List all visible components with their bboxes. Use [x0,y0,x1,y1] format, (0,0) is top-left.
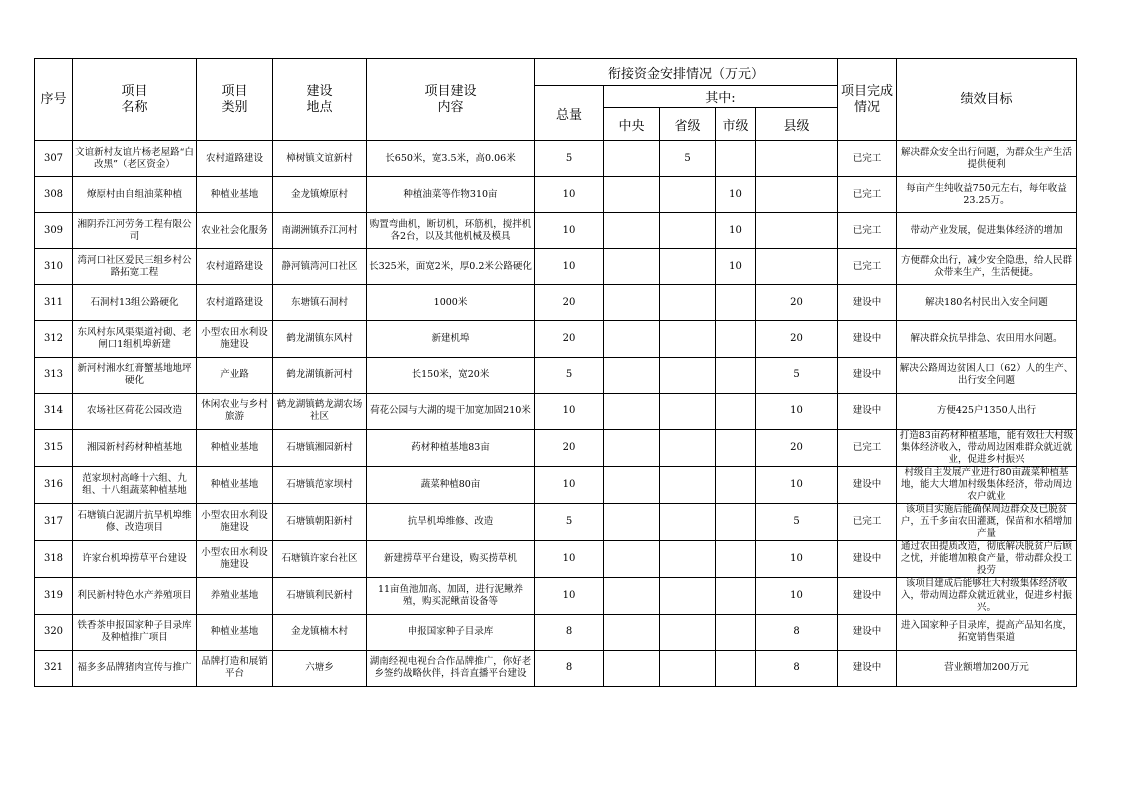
cell-province [660,357,716,393]
cell-status: 已完工 [838,249,897,285]
cell-name: 石洞村13组公路硬化 [73,285,197,321]
cell-city [716,321,756,357]
cell-county: 10 [756,540,838,577]
cell-name: 新河村湘水红膏蟹基地地坪硬化 [73,357,197,393]
table-row [35,321,1077,357]
cell-city [716,503,756,540]
table-row [35,141,1077,177]
cell-content: 新建机埠 [367,321,535,357]
table-row [35,249,1077,285]
cell-province [660,650,716,686]
cell-county [756,249,838,285]
cell-county: 20 [756,429,838,466]
cell-total: 10 [535,213,604,249]
cell-content: 1000米 [367,285,535,321]
cell-county: 8 [756,650,838,686]
cell-status: 建设中 [838,540,897,577]
cell-loc: 东塘镇石洞村 [273,285,367,321]
cell-total: 8 [535,614,604,650]
table-row [35,540,1077,577]
table-row [35,466,1077,503]
cell-goal: 解决180名村民出入安全问题 [897,285,1077,321]
cell-loc: 石塘镇利民新村 [273,577,367,614]
cell-type: 小型农田水利设施建设 [197,321,273,357]
cell-loc: 金龙镇楠木村 [273,614,367,650]
cell-loc: 石塘镇范家坝村 [273,466,367,503]
cell-city [716,614,756,650]
table-row [35,357,1077,393]
cell-type: 农业社会化服务 [197,213,273,249]
cell-type: 种植业基地 [197,429,273,466]
cell-central [604,540,660,577]
cell-total: 8 [535,650,604,686]
cell-loc: 南湖洲镇乔江河村 [273,213,367,249]
cell-central [604,466,660,503]
cell-loc: 静河镇湾河口社区 [273,249,367,285]
cell-total: 20 [535,285,604,321]
cell-city [716,429,756,466]
cell-total: 10 [535,466,604,503]
cell-type: 农村道路建设 [197,141,273,177]
cell-total: 10 [535,393,604,429]
header-county: 县级 [756,108,838,141]
cell-seq: 310 [35,249,73,285]
table-row [35,503,1077,540]
cell-content: 申报国家种子目录库 [367,614,535,650]
cell-loc: 樟树镇文谊新村 [273,141,367,177]
cell-seq: 321 [35,650,73,686]
cell-name: 文谊新村友谊片杨老屋路“白改黑”（老区资金） [73,141,197,177]
cell-goal: 解决公路周边贫困人口（62）人的生产、出行安全问题 [897,357,1077,393]
cell-goal: 打造83亩药材种植基地，能有效壮大村级集体经济收入，带动周边困难群众就近就业，促进乡村振兴 [897,429,1077,466]
table-row [35,429,1077,466]
cell-type: 种植业基地 [197,466,273,503]
cell-county: 5 [756,503,838,540]
cell-name: 福多多品牌猪肉宣传与推广 [73,650,197,686]
cell-city [716,357,756,393]
cell-total: 10 [535,177,604,213]
header-goal: 绩效目标 [897,59,1077,141]
cell-status: 已完工 [838,503,897,540]
cell-county: 5 [756,357,838,393]
cell-content: 新建捞草平台建设，购买捞草机 [367,540,535,577]
cell-content: 购置弯曲机，断切机，环筋机，搅拌机各2台，以及其他机械及模具 [367,213,535,249]
cell-seq: 307 [35,141,73,177]
cell-seq: 320 [35,614,73,650]
header-city: 市级 [716,108,756,141]
cell-content: 湖南经视电视台合作品牌推广，你好老乡签约战略伙伴，抖音直播平台建设 [367,650,535,686]
cell-name: 农场社区荷花公园改造 [73,393,197,429]
cell-central [604,357,660,393]
cell-central [604,141,660,177]
cell-seq: 315 [35,429,73,466]
header-status: 项目完成 情况 [838,59,897,141]
cell-total: 5 [535,141,604,177]
table-row [35,177,1077,213]
cell-total: 10 [535,540,604,577]
cell-province [660,577,716,614]
cell-city [716,650,756,686]
cell-name: 东风村东风渠渠道衬砌、老闸口1组机埠新建 [73,321,197,357]
table-row [35,614,1077,650]
cell-goal: 村级自主发展产业进行80亩蔬菜种植基地，能大大增加村级集体经济，带动周边农户就业 [897,466,1077,503]
cell-county: 20 [756,285,838,321]
cell-type: 农村道路建设 [197,249,273,285]
cell-province [660,540,716,577]
cell-central [604,650,660,686]
cell-county: 20 [756,321,838,357]
cell-province [660,503,716,540]
cell-type: 产业路 [197,357,273,393]
cell-status: 建设中 [838,650,897,686]
cell-total: 5 [535,503,604,540]
cell-type: 小型农田水利设施建设 [197,503,273,540]
table-row [35,213,1077,249]
cell-county: 10 [756,577,838,614]
cell-status: 已完工 [838,429,897,466]
header-province: 省级 [660,108,716,141]
cell-content: 种植油菜等作物310亩 [367,177,535,213]
cell-loc: 鹤龙湖镇新河村 [273,357,367,393]
cell-seq: 309 [35,213,73,249]
cell-content: 长650米，宽3.5米，高0.06米 [367,141,535,177]
cell-goal: 解决群众抗旱排急、农田用水问题。 [897,321,1077,357]
cell-county [756,141,838,177]
cell-total: 5 [535,357,604,393]
cell-goal: 解决群众安全出行问题，为群众生产生活提供便利 [897,141,1077,177]
cell-status: 建设中 [838,393,897,429]
cell-goal: 该项目建成后能够壮大村级集体经济收入，带动周边群众就近就业，促进乡村振兴。 [897,577,1077,614]
cell-loc: 六塘乡 [273,650,367,686]
cell-goal: 带动产业发展，促进集体经济的增加 [897,213,1077,249]
table-row [35,577,1077,614]
cell-province [660,213,716,249]
cell-seq: 319 [35,577,73,614]
cell-city [716,393,756,429]
cell-status: 已完工 [838,177,897,213]
cell-county: 10 [756,466,838,503]
cell-goal: 进入国家种子目录库，提高产品知名度，拓宽销售渠道 [897,614,1077,650]
table-row [35,650,1077,686]
cell-goal: 营业额增加200万元 [897,650,1077,686]
cell-goal: 每亩产生纯收益750元左右，每年收益23.25万。 [897,177,1077,213]
cell-content: 长150米，宽20米 [367,357,535,393]
cell-central [604,393,660,429]
cell-central [604,285,660,321]
cell-loc: 石塘镇朝阳新村 [273,503,367,540]
cell-goal: 方便群众出行，减少安全隐患，给人民群众带来生产，生活便捷。 [897,249,1077,285]
cell-loc: 石塘镇许家台社区 [273,540,367,577]
cell-content: 荷花公园与大湖的堤干加宽加固210米 [367,393,535,429]
cell-name: 范家坝村高峰十六组、九组、十八组蔬菜种植基地 [73,466,197,503]
cell-province [660,285,716,321]
cell-seq: 314 [35,393,73,429]
cell-province [660,177,716,213]
cell-city [716,577,756,614]
cell-province [660,249,716,285]
cell-seq: 312 [35,321,73,357]
cell-province: 5 [660,141,716,177]
cell-county: 8 [756,614,838,650]
header-name: 项目 名称 [73,59,197,141]
cell-city: 10 [716,177,756,213]
header-location: 建设 地点 [273,59,367,141]
cell-name: 利民新村特色水产养殖项目 [73,577,197,614]
cell-name: 燎原村由自组油菜种植 [73,177,197,213]
cell-name: 许家台机埠捞草平台建设 [73,540,197,577]
cell-type: 小型农田水利设施建设 [197,540,273,577]
cell-city [716,540,756,577]
cell-central [604,429,660,466]
cell-total: 10 [535,577,604,614]
cell-name: 铁香茶申报国家种子目录库及种植推广项目 [73,614,197,650]
cell-seq: 311 [35,285,73,321]
cell-type: 种植业基地 [197,614,273,650]
cell-total: 20 [535,429,604,466]
project-table [34,58,1077,687]
cell-central [604,577,660,614]
cell-central [604,213,660,249]
cell-type: 休闲农业与乡村旅游 [197,393,273,429]
cell-seq: 313 [35,357,73,393]
cell-status: 建设中 [838,577,897,614]
cell-county [756,177,838,213]
cell-status: 已完工 [838,213,897,249]
cell-status: 已完工 [838,141,897,177]
header-content: 项目建设 内容 [367,59,535,141]
cell-city [716,466,756,503]
cell-type: 农村道路建设 [197,285,273,321]
cell-seq: 308 [35,177,73,213]
cell-central [604,503,660,540]
cell-seq: 317 [35,503,73,540]
cell-central [604,249,660,285]
cell-loc: 金龙镇燎原村 [273,177,367,213]
cell-seq: 318 [35,540,73,577]
cell-status: 建设中 [838,466,897,503]
cell-status: 建设中 [838,285,897,321]
header-seq: 序号 [35,59,73,141]
cell-county [756,213,838,249]
cell-goal: 通过农田提质改造，彻底解决脱贫户后顾之忧，并能增加粮食产量，带动群众投工投劳 [897,540,1077,577]
cell-total: 20 [535,321,604,357]
cell-name: 湾河口社区爱民三组乡村公路拓宽工程 [73,249,197,285]
cell-status: 建设中 [838,357,897,393]
cell-province [660,429,716,466]
header-funds: 衔接资金安排情况（万元） [535,59,838,86]
cell-content: 长325米，面宽2米，厚0.2米公路硬化 [367,249,535,285]
cell-loc: 鹤龙湖镇鹤龙湖农场社区 [273,393,367,429]
cell-city: 10 [716,213,756,249]
cell-goal: 该项目实施后能确保周边群众及已脱贫户，五千多亩农田灌溉，保苗和水稻增加产量 [897,503,1077,540]
header-total: 总量 [535,86,604,141]
cell-seq: 316 [35,466,73,503]
header-central: 中央 [604,108,660,141]
cell-city: 10 [716,249,756,285]
cell-central [604,321,660,357]
cell-province [660,614,716,650]
cell-name: 石塘镇白泥湖片抗旱机埠维修、改造项目 [73,503,197,540]
cell-type: 养殖业基地 [197,577,273,614]
cell-loc: 鹤龙湖镇东风村 [273,321,367,357]
table-row [35,393,1077,429]
cell-status: 建设中 [838,614,897,650]
header-among: 其中: [604,86,838,108]
cell-type: 品牌打造和展销平台 [197,650,273,686]
cell-content: 抗旱机埠维修、改造 [367,503,535,540]
cell-province [660,393,716,429]
cell-city [716,141,756,177]
cell-city [716,285,756,321]
cell-province [660,466,716,503]
cell-type: 种植业基地 [197,177,273,213]
cell-central [604,177,660,213]
cell-content: 药材种植基地83亩 [367,429,535,466]
header-type: 项目 类别 [197,59,273,141]
table-row [35,285,1077,321]
cell-status: 建设中 [838,321,897,357]
cell-loc: 石塘镇湘园新村 [273,429,367,466]
cell-content: 蔬菜种植80亩 [367,466,535,503]
cell-name: 湘园新村药材种植基地 [73,429,197,466]
cell-name: 湘阴乔江河劳务工程有限公司 [73,213,197,249]
cell-goal: 方便425户1350人出行 [897,393,1077,429]
cell-total: 10 [535,249,604,285]
cell-county: 10 [756,393,838,429]
cell-content: 11亩鱼池加高、加固，进行泥鳅养殖，购买泥鳅苗设备等 [367,577,535,614]
cell-province [660,321,716,357]
cell-central [604,614,660,650]
